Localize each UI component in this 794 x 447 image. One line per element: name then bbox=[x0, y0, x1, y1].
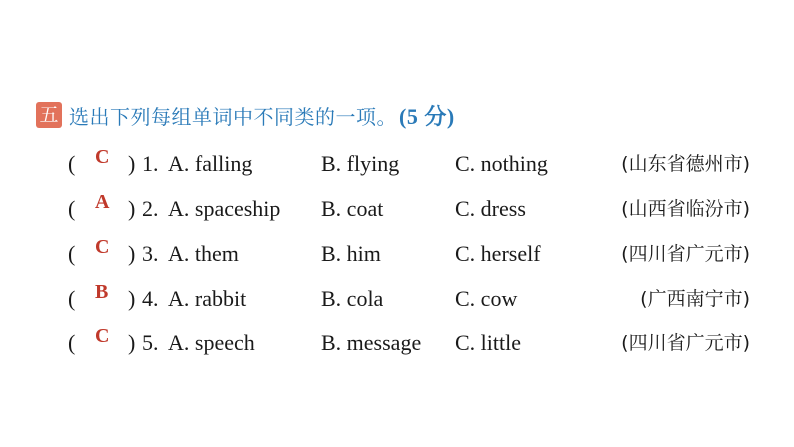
answer-paren-close: ) bbox=[128, 241, 136, 266]
answer-paren-open: ( bbox=[68, 241, 76, 266]
answer-paren-open: ( bbox=[68, 330, 76, 355]
answer-paren-close: ) bbox=[128, 330, 136, 355]
option-a: A. speech bbox=[168, 330, 255, 355]
question-source: (四川省广元市) bbox=[621, 332, 750, 354]
option-b: B. message bbox=[321, 330, 422, 355]
answer-paren-close: ) bbox=[128, 151, 136, 176]
answer-paren-open: ( bbox=[68, 196, 76, 221]
question-source: (广西南宁市) bbox=[640, 288, 750, 310]
option-c: C. herself bbox=[455, 241, 541, 266]
answer-mark: C bbox=[95, 236, 110, 258]
option-a: A. falling bbox=[168, 151, 253, 176]
option-b: B. him bbox=[321, 241, 381, 266]
question-row bbox=[0, 325, 794, 358]
question-source: (四川省广元市) bbox=[621, 243, 750, 265]
answer-mark: C bbox=[95, 325, 110, 347]
section-number-badge: 五 bbox=[36, 102, 62, 128]
question-number: 3. bbox=[142, 241, 159, 266]
question-row bbox=[0, 236, 794, 269]
option-b: B. coat bbox=[321, 196, 384, 221]
option-a: A. rabbit bbox=[168, 286, 247, 311]
instruction-text: 选出下列每组单词中不同类的一项。 bbox=[69, 104, 397, 129]
answer-mark: B bbox=[95, 281, 109, 303]
question-number: 4. bbox=[142, 286, 159, 311]
question-number: 2. bbox=[142, 196, 159, 221]
question-row bbox=[0, 146, 794, 179]
section-score: (5 分) bbox=[399, 103, 455, 129]
answer-paren-close: ) bbox=[128, 196, 136, 221]
option-c: C. little bbox=[455, 330, 521, 355]
section-instruction bbox=[69, 100, 455, 131]
option-c: C. dress bbox=[455, 196, 526, 221]
question-number: 1. bbox=[142, 151, 159, 176]
question-source: (山西省临汾市) bbox=[621, 198, 750, 220]
question-row bbox=[0, 281, 794, 314]
option-c: C. cow bbox=[455, 286, 518, 311]
option-b: B. flying bbox=[321, 151, 400, 176]
question-number: 5. bbox=[142, 330, 159, 355]
answer-mark: A bbox=[95, 191, 110, 213]
option-c: C. nothing bbox=[455, 151, 548, 176]
answer-mark: C bbox=[95, 146, 110, 168]
option-b: B. cola bbox=[321, 286, 384, 311]
section-header bbox=[36, 100, 455, 130]
answer-paren-open: ( bbox=[68, 151, 76, 176]
option-a: A. them bbox=[168, 241, 239, 266]
question-source: (山东省德州市) bbox=[621, 153, 750, 175]
option-a: A. spaceship bbox=[168, 196, 281, 221]
question-row bbox=[0, 191, 794, 224]
answer-paren-open: ( bbox=[68, 286, 76, 311]
answer-paren-close: ) bbox=[128, 286, 136, 311]
